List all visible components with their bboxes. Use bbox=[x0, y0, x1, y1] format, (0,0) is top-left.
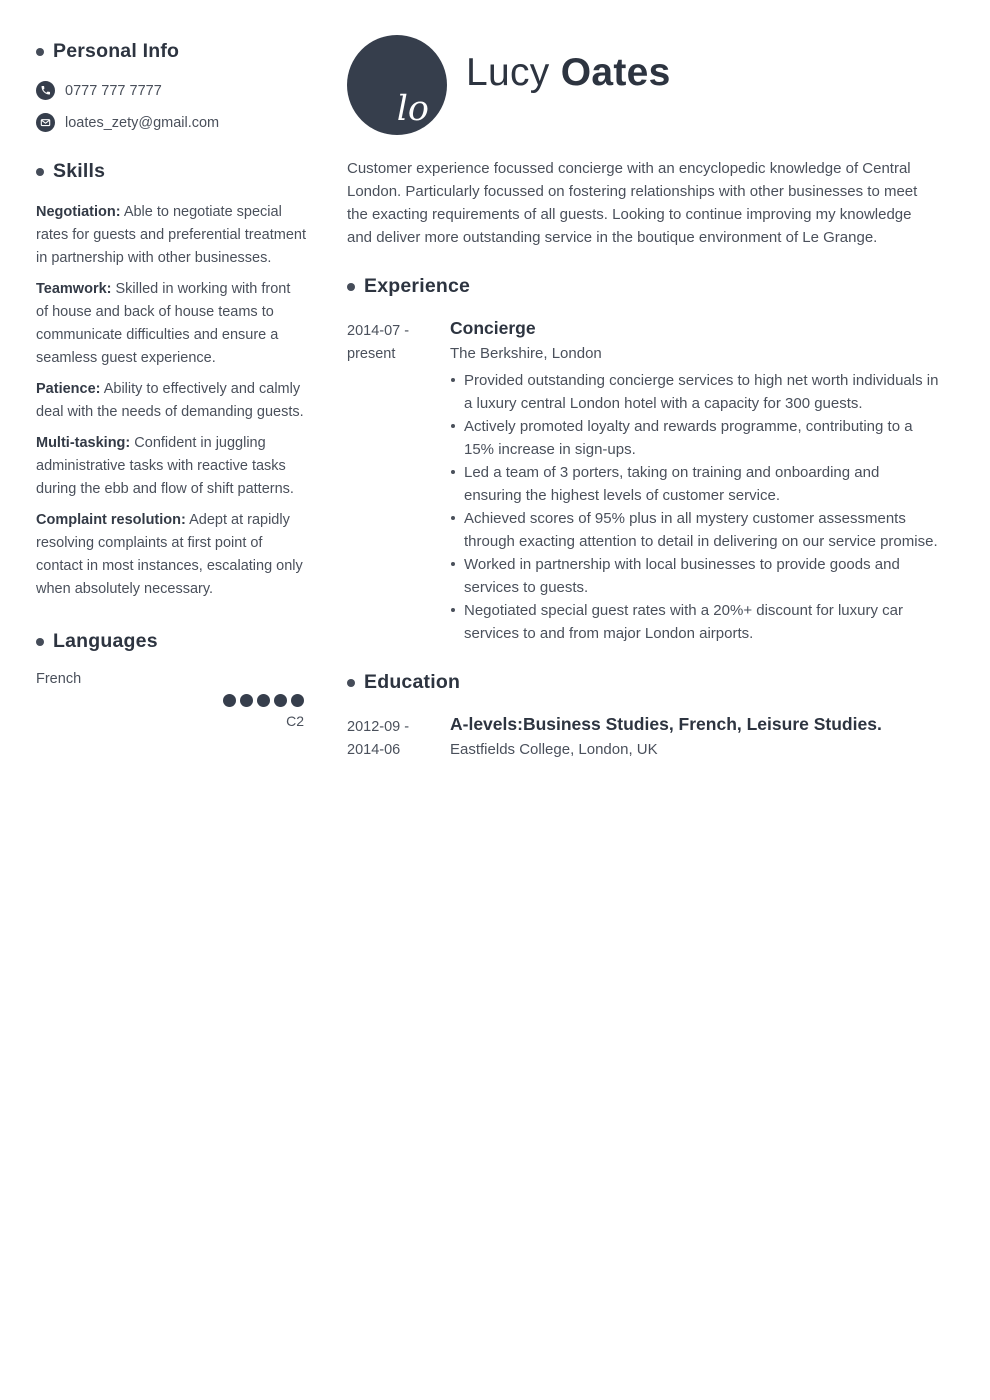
email-row bbox=[36, 113, 306, 132]
skill-item bbox=[36, 278, 306, 370]
summary-paragraph: Customer experience focussed concierge with an encyclopedic knowledge of Central London. Particularly focussed on fostering relationships with other businesses to meet the exacting requirements of all guests. Looking to continue improving my knowledge and deliver more outstanding service in the boutique environment of Le Grange. bbox=[347, 160, 918, 246]
skills-heading bbox=[36, 160, 306, 183]
skill-text: Adept at rapidly resolving complaints at first point of contact in most instances, escalating only when absolutely necessary. bbox=[36, 512, 303, 597]
skill-label: Complaint resolution: bbox=[36, 512, 186, 528]
skill-text: Confident in juggling administrative tasks with reactive tasks during the ebb and flow of shift patterns. bbox=[36, 435, 294, 497]
company-name: The Berkshire, London bbox=[450, 345, 602, 362]
phone-icon bbox=[36, 81, 55, 100]
bullet-dot-icon bbox=[36, 48, 44, 56]
languages-title: Languages bbox=[53, 630, 158, 652]
experience-bullet: Worked in partnership with local businesses to provide goods and services to guests. bbox=[450, 553, 940, 599]
language-dot-icon bbox=[257, 694, 270, 707]
skill-item bbox=[36, 201, 306, 270]
skill-item bbox=[36, 378, 306, 424]
experience-dates bbox=[347, 320, 450, 645]
person-name bbox=[466, 51, 671, 95]
skill-text: Ability to effectively and calmly deal with the needs of demanding guests. bbox=[36, 381, 304, 420]
skill-label: Multi-tasking: bbox=[36, 435, 131, 451]
bullet-dot-icon bbox=[36, 638, 44, 646]
experience-title: Experience bbox=[364, 275, 471, 297]
skill-label: Negotiation: bbox=[36, 204, 121, 220]
email-value: loates_zety@gmail.com bbox=[65, 114, 220, 131]
skill-text: Able to negotiate special rates for guests and preferential treatment in partnership with other businesses. bbox=[36, 204, 307, 266]
language-name: French bbox=[36, 671, 82, 687]
skill-text: Skilled in working with front of house and back of house teams to communicate difficulties and ensure a seamless guest experience. bbox=[36, 281, 291, 366]
language-dot-icon bbox=[240, 694, 253, 707]
experience-entry-body bbox=[450, 320, 940, 645]
education-heading bbox=[347, 671, 940, 694]
language-dot-icon bbox=[274, 694, 287, 707]
skill-item bbox=[36, 432, 306, 501]
main-column bbox=[311, 0, 990, 1400]
phone-value: 0777 777 7777 bbox=[65, 82, 162, 99]
languages-section bbox=[36, 630, 306, 729]
email-icon bbox=[36, 113, 55, 132]
avatar bbox=[347, 35, 447, 135]
education-title: Education bbox=[364, 671, 461, 693]
experience-bullets bbox=[450, 369, 940, 645]
first-name: Lucy bbox=[466, 51, 550, 94]
personal-info-heading bbox=[36, 40, 306, 63]
skills-section bbox=[36, 160, 306, 601]
date-to: 2014-06 bbox=[347, 742, 401, 758]
last-name: Oates bbox=[560, 51, 671, 94]
bullet-dot-icon bbox=[36, 168, 44, 176]
bullet-dot-icon bbox=[347, 679, 355, 687]
avatar-initials: lo bbox=[396, 89, 429, 129]
experience-bullet: Led a team of 3 porters, taking on training and onboarding and ensuring the highest levels of customer service. bbox=[450, 461, 940, 507]
phone-row bbox=[36, 81, 306, 100]
job-title: Concierge bbox=[450, 318, 536, 338]
language-dot-icon bbox=[291, 694, 304, 707]
sidebar bbox=[0, 0, 311, 1400]
degree-title: A-levels:Business Studies, French, Leisure Studies. bbox=[450, 714, 882, 734]
school-name: Eastfields College, London, UK bbox=[450, 741, 658, 758]
language-level-dots bbox=[36, 694, 306, 707]
bullet-dot-icon bbox=[347, 283, 355, 291]
experience-bullet: Provided outstanding concierge services to high net worth individuals in a luxury central London hotel with a capacity for 300 guests. bbox=[450, 369, 940, 415]
experience-heading bbox=[347, 275, 940, 298]
experience-bullet: Negotiated special guest rates with a 20%+ discount for luxury car services to and from major London airports. bbox=[450, 599, 940, 645]
header bbox=[347, 35, 940, 135]
skill-label: Patience: bbox=[36, 381, 101, 397]
language-dot-icon bbox=[223, 694, 236, 707]
date-to: present bbox=[347, 346, 396, 362]
education-dates bbox=[347, 716, 450, 762]
languages-heading bbox=[36, 630, 306, 653]
personal-info-title: Personal Info bbox=[53, 40, 180, 62]
date-from: 2012-09 - bbox=[347, 719, 410, 735]
skills-title: Skills bbox=[53, 160, 106, 182]
experience-bullet: Achieved scores of 95% plus in all mystery customer assessments through exacting attention to detail in delivering on our service promise. bbox=[450, 507, 940, 553]
education-entry bbox=[347, 716, 940, 762]
experience-entry bbox=[347, 320, 940, 645]
language-level-label: C2 bbox=[286, 713, 304, 729]
education-entry-body bbox=[450, 716, 940, 762]
skill-item bbox=[36, 509, 306, 601]
date-from: 2014-07 - bbox=[347, 323, 410, 339]
experience-bullet: Actively promoted loyalty and rewards programme, contributing to a 15% increase in sign-ups. bbox=[450, 415, 940, 461]
skill-label: Teamwork: bbox=[36, 281, 112, 297]
